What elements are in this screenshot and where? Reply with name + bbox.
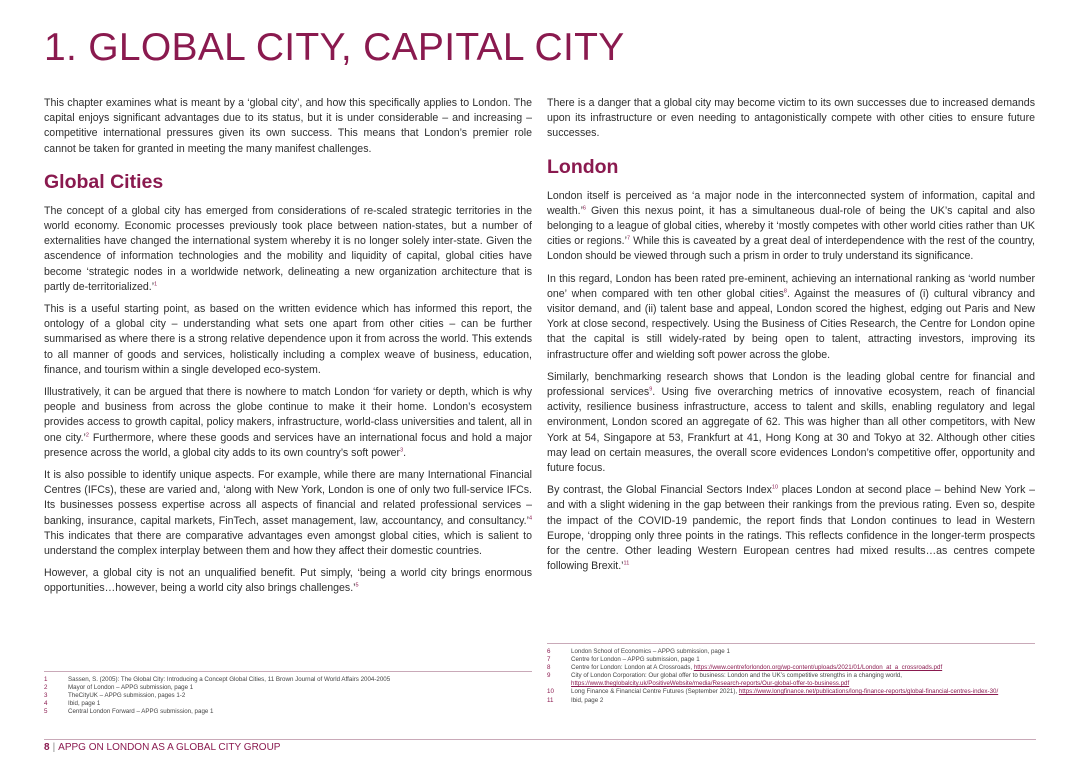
footnote-ref[interactable]: 2 (85, 432, 89, 439)
paragraph: Illustratively, it can be argued that there is nowhere to match London ‘for variety or depth, which is why people and business from across the globe continue to make it their home. London’s ecosystem provides access to growth capital, policy makers, infrastructure, world-class universities and talent, all in one city.’$^2$ Furthermore, where these goods and services have an international focus and hold a major presence across the world, a global city adds to its own country’s soft power$^3$. (44, 386, 532, 459)
footnotes-left (44, 676, 532, 716)
paragraph: By contrast, the Global Financial Sectors Index$^{10}$ places London at second place – behind New York – and with a slight widening in the gap between their rankings from the previous rating. Even so, despite the impact of the COVID-19 pandemic, the report finds that London continues to lead in Western Europe, ‘dropping only three points in the ratings. This reflects confidence in the longer-term prospects for the centre. Other leading Western European centres had mixed results…as centres compete following Brexit.’$^{11}$ (547, 484, 1035, 573)
footnote-ref[interactable]: 11 (623, 560, 630, 567)
london-heading: London (547, 155, 619, 178)
left-column (44, 96, 532, 604)
footnote: 8 Centre for London: London at A Crossroads, https://www.centreforlondon.org/wp-content/uploads/2021/01/London_at_a_crossroads.pdf (547, 664, 943, 672)
footnote: 10 Long Finance & Financial Centre Futures (September 2021), https://www.longfinance.net/publications/long-finance-reports/global-financial-centres-index-30/ (547, 688, 999, 696)
footnote-ref[interactable]: 9 (649, 386, 653, 393)
paragraph: The concept of a global city has emerged from considerations of re-scaled strategic territories in the world economy. Economic processes previously took place between nation-states, but a number of externalities have changed the international system whereby it is no longer solely inter-state. Given the ascendence of information technologies and the mobility and liquidity of capital, global cities have become ‘strategic nodes in a worldwide network, delineating a new organization architecture that is partly de-territorialized.’$^1$ (44, 204, 532, 293)
footnote-ref[interactable]: 10 (771, 484, 779, 491)
paragraph: London itself is perceived as ‘a major node in the interconnected system of information, capital and wealth.’$^6$ Given this nexus point, it has a simultaneous dual-role of being the UK’s capital and also belonging to a league of global cities, whereby it ‘mostly competes with other world cities rather than UK cities or regions.’$^7$ While this is caveated by a great deal of interdependence with the rest of the country, London should be viewed through such a prism in order to truly understand its significance. (547, 189, 1036, 263)
footnotes-divider (44, 671, 532, 672)
intro-paragraph: This chapter examines what is meant by a ‘global city’, and how this specifically applies to London. The capital enjoys significant advantages due to its status, but it is under considerable – and increasing – competitive international pressures given its own success. This means that London’s premier role cannot be taken for granted in meeting the many manifest challenges. (44, 97, 532, 155)
footnotes-right (547, 648, 1035, 705)
footnote-ref[interactable]: 3 (400, 447, 404, 454)
footnote-ref[interactable]: 8 (783, 288, 787, 295)
footer-divider (44, 739, 1036, 740)
footnote: 1 Sassen, S. (2005): The Global City: Introducing a Concept Global Cities, 11 Brown Journal of World Affairs 2004-2005 (44, 676, 391, 683)
page-title: 1. GLOBAL CITY, CAPITAL CITY (44, 26, 625, 69)
paragraph: There is a danger that a global city may become victim to its own successes due to increased demands upon its infrastructure or even needing to antagonistically compete with other cities to ensure future successes. (547, 97, 1035, 140)
paragraph: It is also possible to identify unique aspects. For example, while there are many International Financial Centres (IFCs), these are varied and, ‘along with New York, London is one of only two full-service IFCs. Its businesses possess expertise across all aspects of financial and related professional services – banking, insurance, capital markets, FinTech, asset management, law, accountancy, and consultancy.’$^4$ This indicates that there are comparative advantages even amongst global cities, which is salient to understand the complex interplay between them and how they affect their domestic countries. (44, 469, 532, 558)
footer-separator: | (52, 742, 56, 753)
footnote-ref[interactable]: 7 (626, 235, 630, 242)
footnote: 7 Centre for London – APPG submission, page 1 (547, 656, 700, 664)
footnote-link[interactable]: https://www.centreforlondon.org/wp-content/uploads/2021/01/London_at_a_crossroads.pdf (693, 664, 943, 672)
footnote: 11 Ibid, page 2 (547, 696, 604, 704)
footer-label: APPG ON LONDON AS A GLOBAL CITY GROUP (58, 742, 281, 753)
paragraph: However, a global city is not an unqualified benefit. Put simply, ‘being a world city brings enormous opportunities…however, being a world city also brings challenges.’$^5$ (44, 567, 532, 595)
footnote-ref[interactable]: 6 (582, 205, 586, 212)
footnote: 6 London School of Economics – APPG submission, page 1 (547, 648, 730, 655)
footnote: 5 Central London Forward – APPG submission, page 1 (44, 708, 214, 716)
right-column (547, 96, 1035, 581)
footnote-ref[interactable]: 5 (355, 582, 359, 589)
footnote: 4 Ibid, page 1 (44, 700, 101, 708)
paragraph: This is a useful starting point, as based on the written evidence which has informed this report, the ontology of a global city – understanding what sets one apart from other cities – can be further summarised as where there is a strong relative dependence upon it from across the world. This extends to all manner of goods and services, holistically including a complex weave of business, education, finance, and tourism within a single developed eco-system. (44, 303, 532, 376)
paragraph: In this regard, London has been rated pre-eminent, achieving an international ranking as ‘world number one’ when compared with ten other global cities$^8$. Against the measures of (i) cultural vibrancy and visitor demand, and (ii) talent base and appeal, London scored the highest, edging out Paris and New York at close second, respectively. Using the Business of Cities Research, the Centre for London opine that the capital is still widely-rated by being open to talent, attracting investors, improving its infrastructure offer and wielding soft power across the globe. (547, 272, 1036, 361)
footnote-link[interactable]: https://www.longfinance.net/publications/long-finance-reports/global-financial-centres-index-30/ (738, 688, 999, 696)
footnotes-divider (547, 643, 1035, 644)
footnote-ref[interactable]: 4 (528, 515, 532, 522)
footnote: 2 Mayor of London – APPG submission, page 1 (44, 684, 194, 692)
page-footer (44, 742, 280, 753)
footnote: 3 TheCityUK – APPG submission, pages 1-2 (44, 692, 186, 700)
footnote: 9 City of London Corporation: Our global offer to business: London and the UK’s competitive strengths in a changing world, https://www.theglobalcity.uk/PositiveWebsite/media/Research-reports/Our-global-offer-to-business.pdf (547, 672, 903, 688)
paragraph: Similarly, benchmarking research shows that London is the leading global centre for financial and professional services$^9$. Using five overarching metrics of innovative ecosystem, reach of financial activity, resilience business infrastructure, access to talent and skills, enabling regulatory and legal environment, London scored an aggregate of 62. This was higher than all other competitors, with New York at 54, Singapore at 53, Frankfurt at 41, Hong Kong at 30 and Tokyo at 32. Although other cities may lead on certain measures, the overall score evidences London’s competitive offer, opportunity and future focus. (547, 370, 1035, 475)
page-number: 8 (44, 742, 50, 753)
global-cities-heading: Global Cities (44, 170, 164, 193)
footnote-ref[interactable]: 1 (154, 281, 158, 288)
footnote-link[interactable]: https://www.theglobalcity.uk/PositiveWebsite/media/Research-reports/Our-global-offer-to-business.pdf (571, 680, 850, 688)
